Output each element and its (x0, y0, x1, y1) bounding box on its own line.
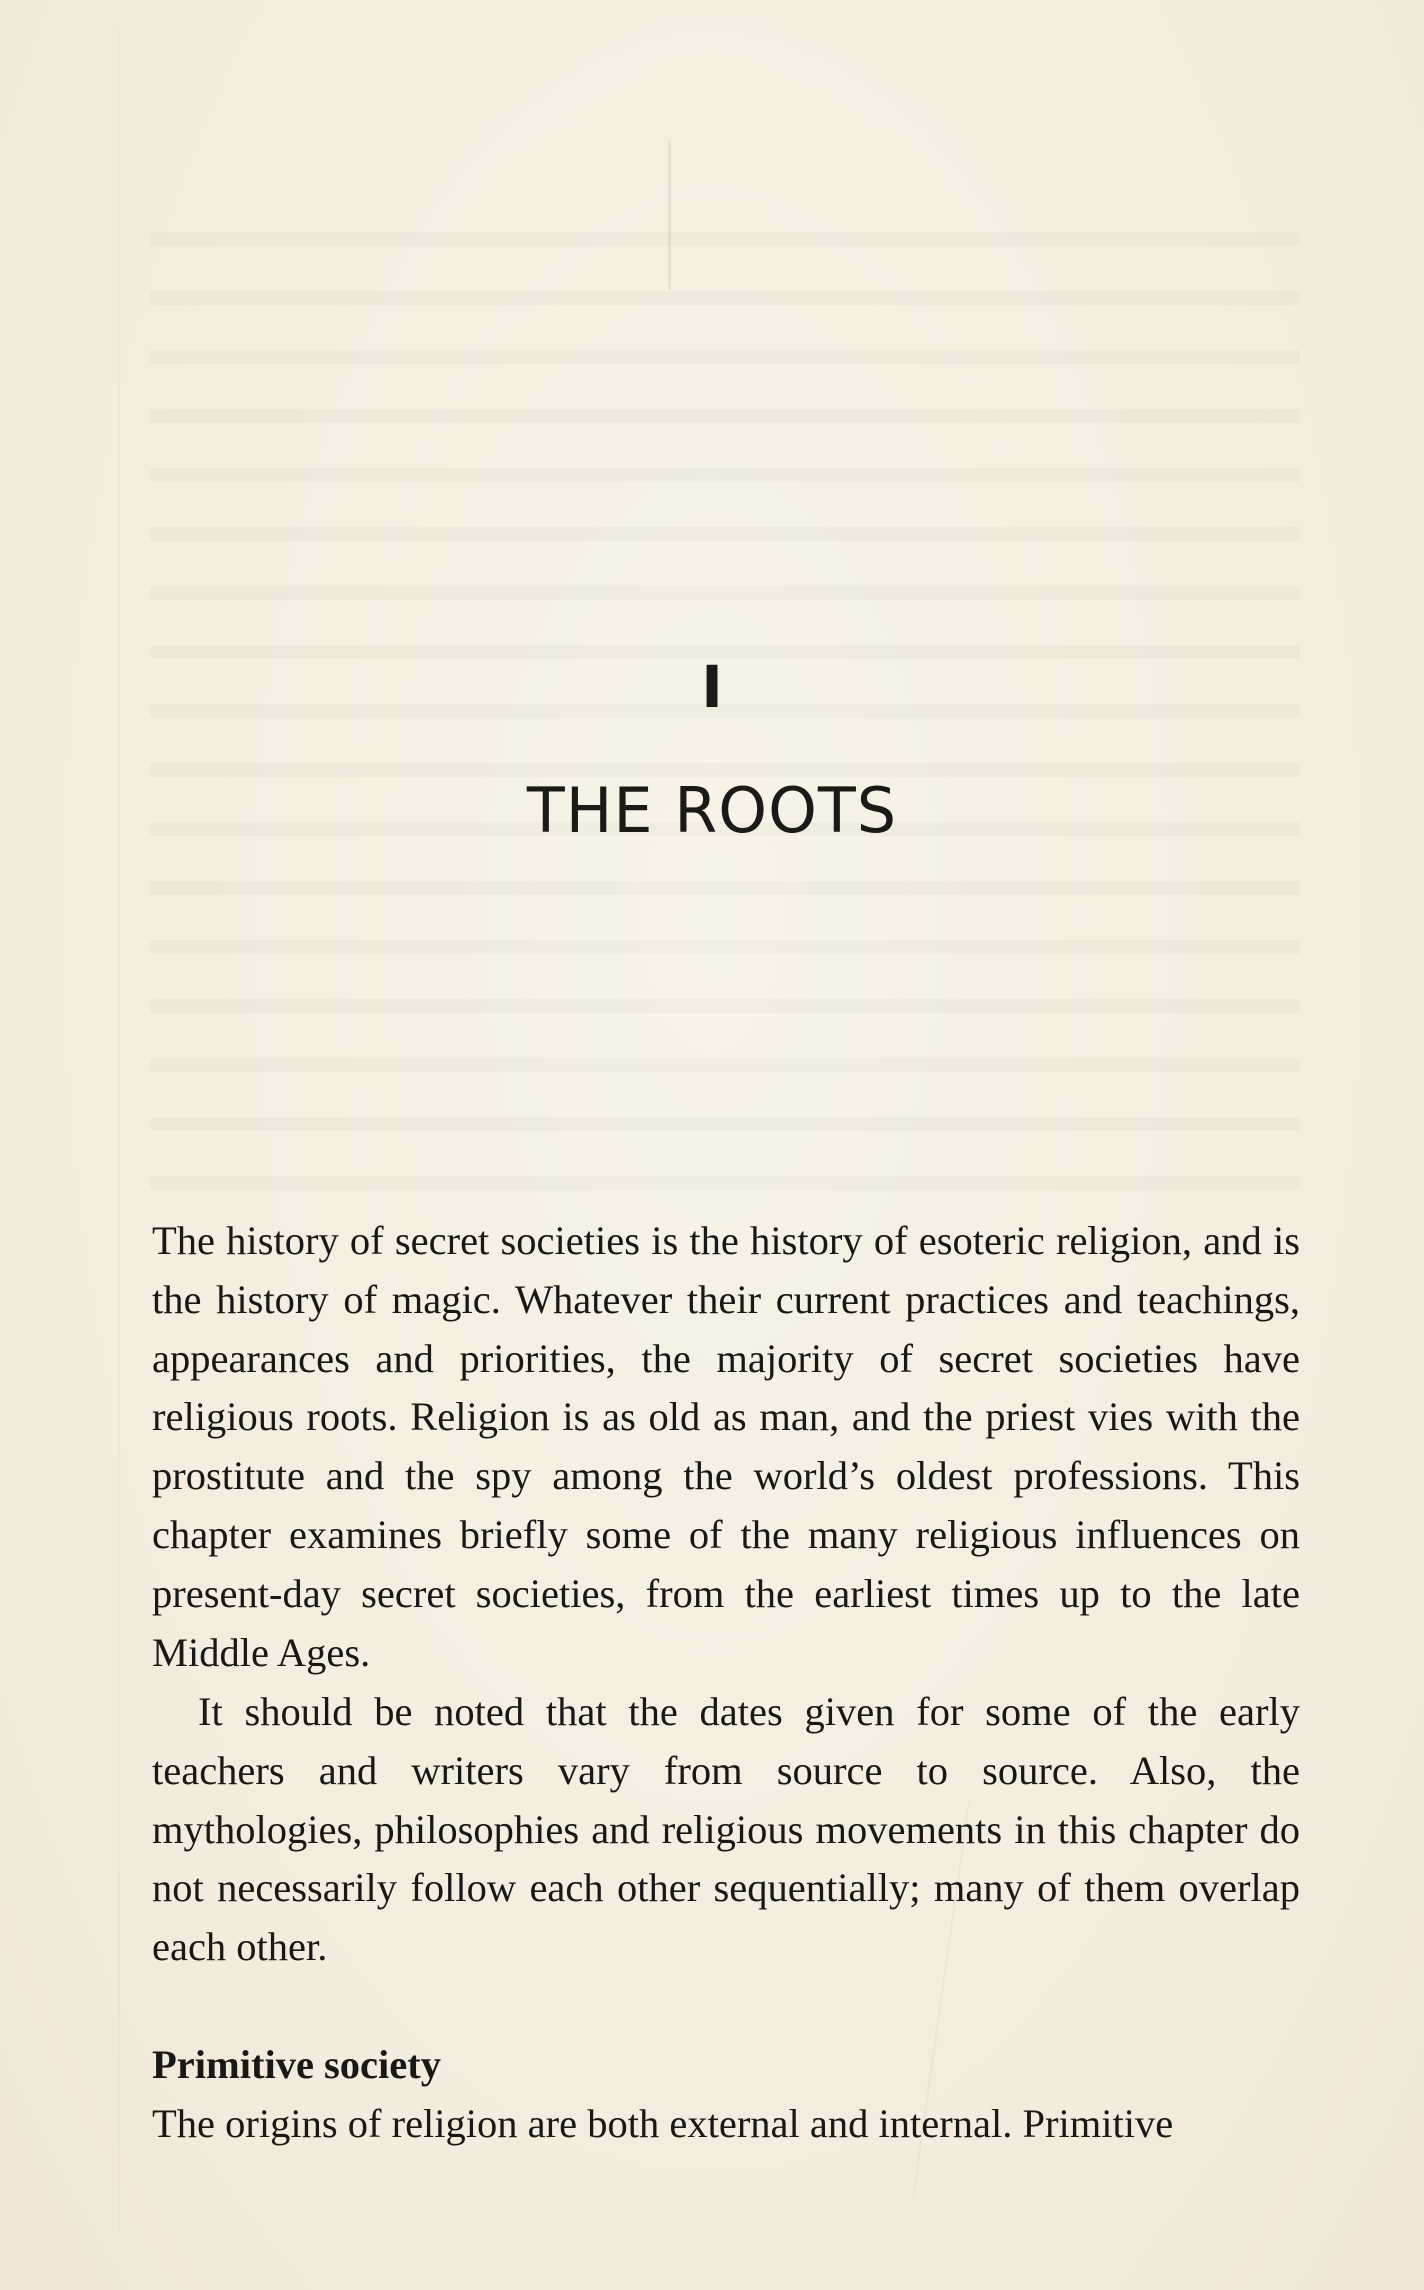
section-heading: Primitive society (152, 2042, 441, 2087)
bleed-through-line (150, 527, 1300, 541)
bleed-through-line (150, 881, 1300, 895)
bleed-through-line (150, 1058, 1300, 1072)
chapter-number: I (701, 653, 723, 721)
bleed-through-line (150, 350, 1300, 364)
bleed-through-line (150, 232, 1300, 246)
page-crease (668, 140, 671, 290)
bleed-through-line (150, 409, 1300, 423)
paragraph-dates-note: It should be noted that the dates given for some of the early teachers and writers vary from source to source. Also, the mythologies, philosophies and religious movements in this chapter do not necessarily follow each other sequentially; many of them overlap each other. (152, 1689, 1300, 1970)
chapter-title: THE ROOTS (526, 774, 898, 847)
bleed-through-line (150, 291, 1300, 305)
bleed-through-line (150, 940, 1300, 954)
bleed-through-line (150, 645, 1300, 659)
bleed-through-line (150, 999, 1300, 1013)
paragraph-intro: The history of secret societies is the history of esoteric religion, and is the history of magic. Whatever their current practices and teachings, appearances and priorities, the majority of secret societies have religious roots. Religion is as old as man, and the priest vies with the prostitute and the spy among the world’s oldest professions. This chapter examines briefly some of the many religious influences on present-day secret societies, from the earliest times up to the late Middle Ages. (152, 1218, 1300, 1675)
bleed-through-line (150, 586, 1300, 600)
section-first-line: The origins of religion are both external and internal. Primitive (152, 2101, 1174, 2146)
bleed-through-line (150, 468, 1300, 482)
bleed-through-line (150, 1176, 1300, 1190)
page-crease (118, 30, 120, 2230)
bleed-through-line (150, 1117, 1300, 1131)
